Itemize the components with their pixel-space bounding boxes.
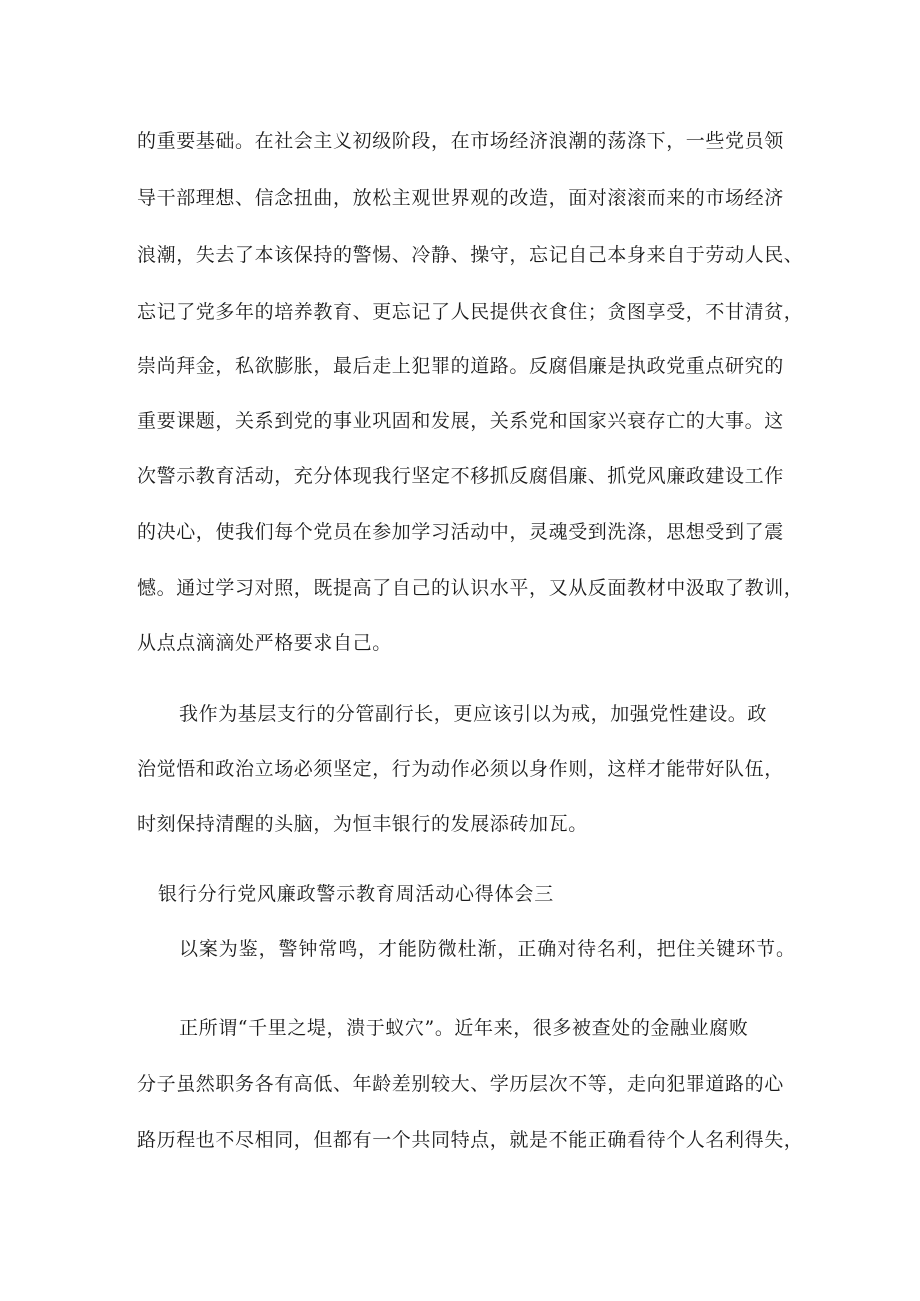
paragraph-line: 我作为基层支行的分管副行长，更应该引以为戒，加强党性建设。政 xyxy=(179,703,768,725)
section-heading: 银行分行党风廉政警示教育周活动心得体会三 xyxy=(158,883,555,905)
paragraph-line: 崇尚拜金，私欲膨胀，最后走上犯罪的道路。反腐倡廉是执政党重点研究的 xyxy=(137,355,784,377)
paragraph-line: 时刻保持清醒的头脑，为恒丰银行的发展添砖加瓦。 xyxy=(137,813,588,835)
paragraph-line: 重要课题，关系到党的事业巩固和发展，关系党和国家兴衰存亡的大事。这 xyxy=(137,410,784,432)
paragraph-line: 次警示教育活动，充分体现我行坚定不移抓反腐倡廉、抓党风廉政建设工作 xyxy=(137,465,784,487)
paragraph-line: 正所谓“千里之堤，溃于蚁穴”。近年来，很多被查处的金融业腐败 xyxy=(179,1017,749,1039)
paragraph-line: 忘记了党多年的培养教育、更忘记了人民提供衣食住；贪图享受，不甘清贫， xyxy=(137,301,804,323)
paragraph-line: 路历程也不尽相同，但都有一个共同特点，就是不能正确看待个人名利得失， xyxy=(137,1129,804,1151)
paragraph-line: 憾。通过学习对照，既提高了自己的认识水平，又从反面教材中汲取了教训， xyxy=(137,577,804,599)
paragraph-line: 分子虽然职务各有高低、年龄差别较大、学历层次不等，走向犯罪道路的心 xyxy=(137,1073,784,1095)
paragraph-line: 的决心，使我们每个党员在参加学习活动中，灵魂受到洗涤，思想受到了震 xyxy=(137,521,784,543)
paragraph-line: 治觉悟和政治立场必须坚定，行为动作必须以身作则，这样才能带好队伍， xyxy=(137,758,784,780)
paragraph-line: 导干部理想、信念扭曲，放松主观世界观的改造，面对滚滚而来的市场经济 xyxy=(137,187,784,209)
paragraph-line: 的重要基础。在社会主义初级阶段，在市场经济浪潮的荡涤下，一些党员领 xyxy=(137,130,784,152)
section-subheading: 以案为鉴，警钟常鸣，才能防微杜渐，正确对待名利，把住关键环节。 xyxy=(179,938,796,960)
paragraph-line: 浪潮，失去了本该保持的警惕、冷静、操守，忘记自己本身来自于劳动人民、 xyxy=(137,244,804,266)
paragraph-line: 从点点滴滴处严格要求自己。 xyxy=(137,632,392,654)
